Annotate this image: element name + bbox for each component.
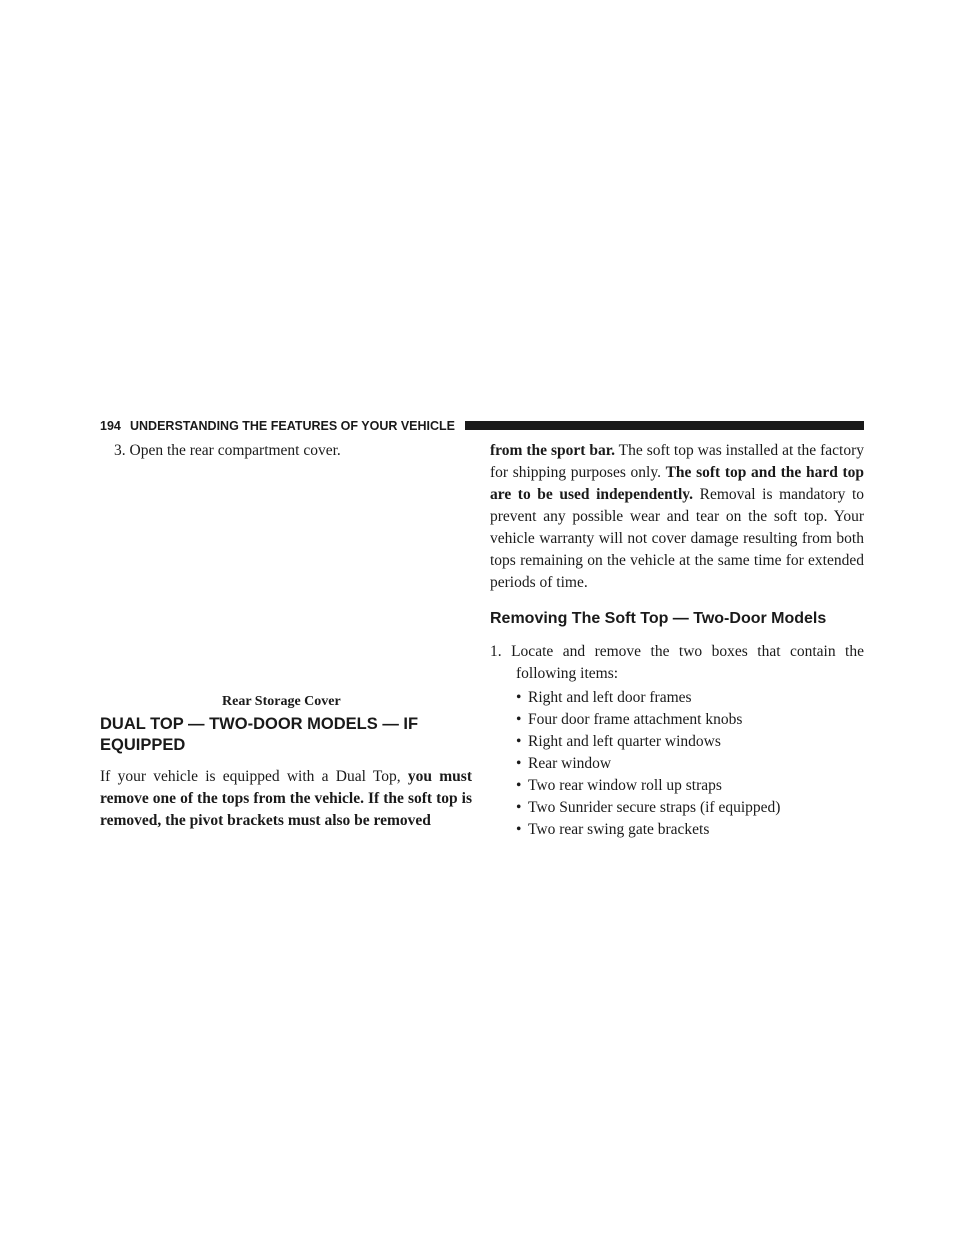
list-item: • Four door frame attachment knobs xyxy=(516,709,864,731)
dual-top-paragraph xyxy=(100,766,472,832)
step-1: 1. Locate and remove the two boxes that contain the following items: xyxy=(490,643,864,682)
figure-caption: Rear Storage Cover xyxy=(222,694,341,709)
bullet-icon: • xyxy=(516,733,522,750)
bullet-icon: • xyxy=(516,689,522,706)
list-item: • Two Sunrider secure straps (if equipped) xyxy=(516,797,864,819)
continued-paragraph xyxy=(490,440,864,594)
bullet-icon: • xyxy=(516,799,522,816)
bullet-icon: • xyxy=(516,777,522,794)
left-column xyxy=(100,440,472,832)
header-rule xyxy=(465,421,864,430)
bullet-icon: • xyxy=(516,821,522,838)
right-column xyxy=(490,440,864,841)
items-list xyxy=(516,687,864,841)
bullet-icon: • xyxy=(516,711,522,728)
list-item: • Right and left door frames xyxy=(516,687,864,709)
figure-placeholder xyxy=(100,462,472,692)
bullet-icon: • xyxy=(516,755,522,772)
cont-bold-1: from the sport bar. xyxy=(490,442,616,459)
cont-text-2: Removal is mandatory to prevent any possible wear and tear on the soft top. Your vehicle warranty will not cover damage resulting from both tops remaining on the vehicle at the same time for extended periods of time. xyxy=(490,486,864,591)
page-header xyxy=(100,418,864,434)
para-text: If your vehicle is equipped with a Dual Top, xyxy=(100,768,408,785)
cont-text-1: The soft top was installed at the factory for shipping purposes only. xyxy=(490,442,864,481)
section-title: UNDERSTANDING THE FEATURES OF YOUR VEHICLE xyxy=(130,419,456,433)
subsection-heading: Removing The Soft Top — Two-Door Models xyxy=(490,610,827,627)
page-number: 194 xyxy=(100,419,121,433)
para-bold-text: you must remove one of the tops from the vehicle. If the soft top is removed, the pivot brackets must also be removed xyxy=(100,768,472,829)
step-3: 3. Open the rear compartment cover. xyxy=(114,442,341,459)
section-heading: DUAL TOP — TWO-DOOR MODELS — IF EQUIPPED xyxy=(100,715,419,754)
list-item: • Right and left quarter windows xyxy=(516,731,864,753)
cont-bold-2: The soft top and the hard top are to be used independently. xyxy=(490,464,865,503)
list-item: • Two rear window roll up straps xyxy=(516,775,864,797)
list-item: • Two rear swing gate brackets xyxy=(516,819,864,841)
list-item: • Rear window xyxy=(516,753,864,775)
